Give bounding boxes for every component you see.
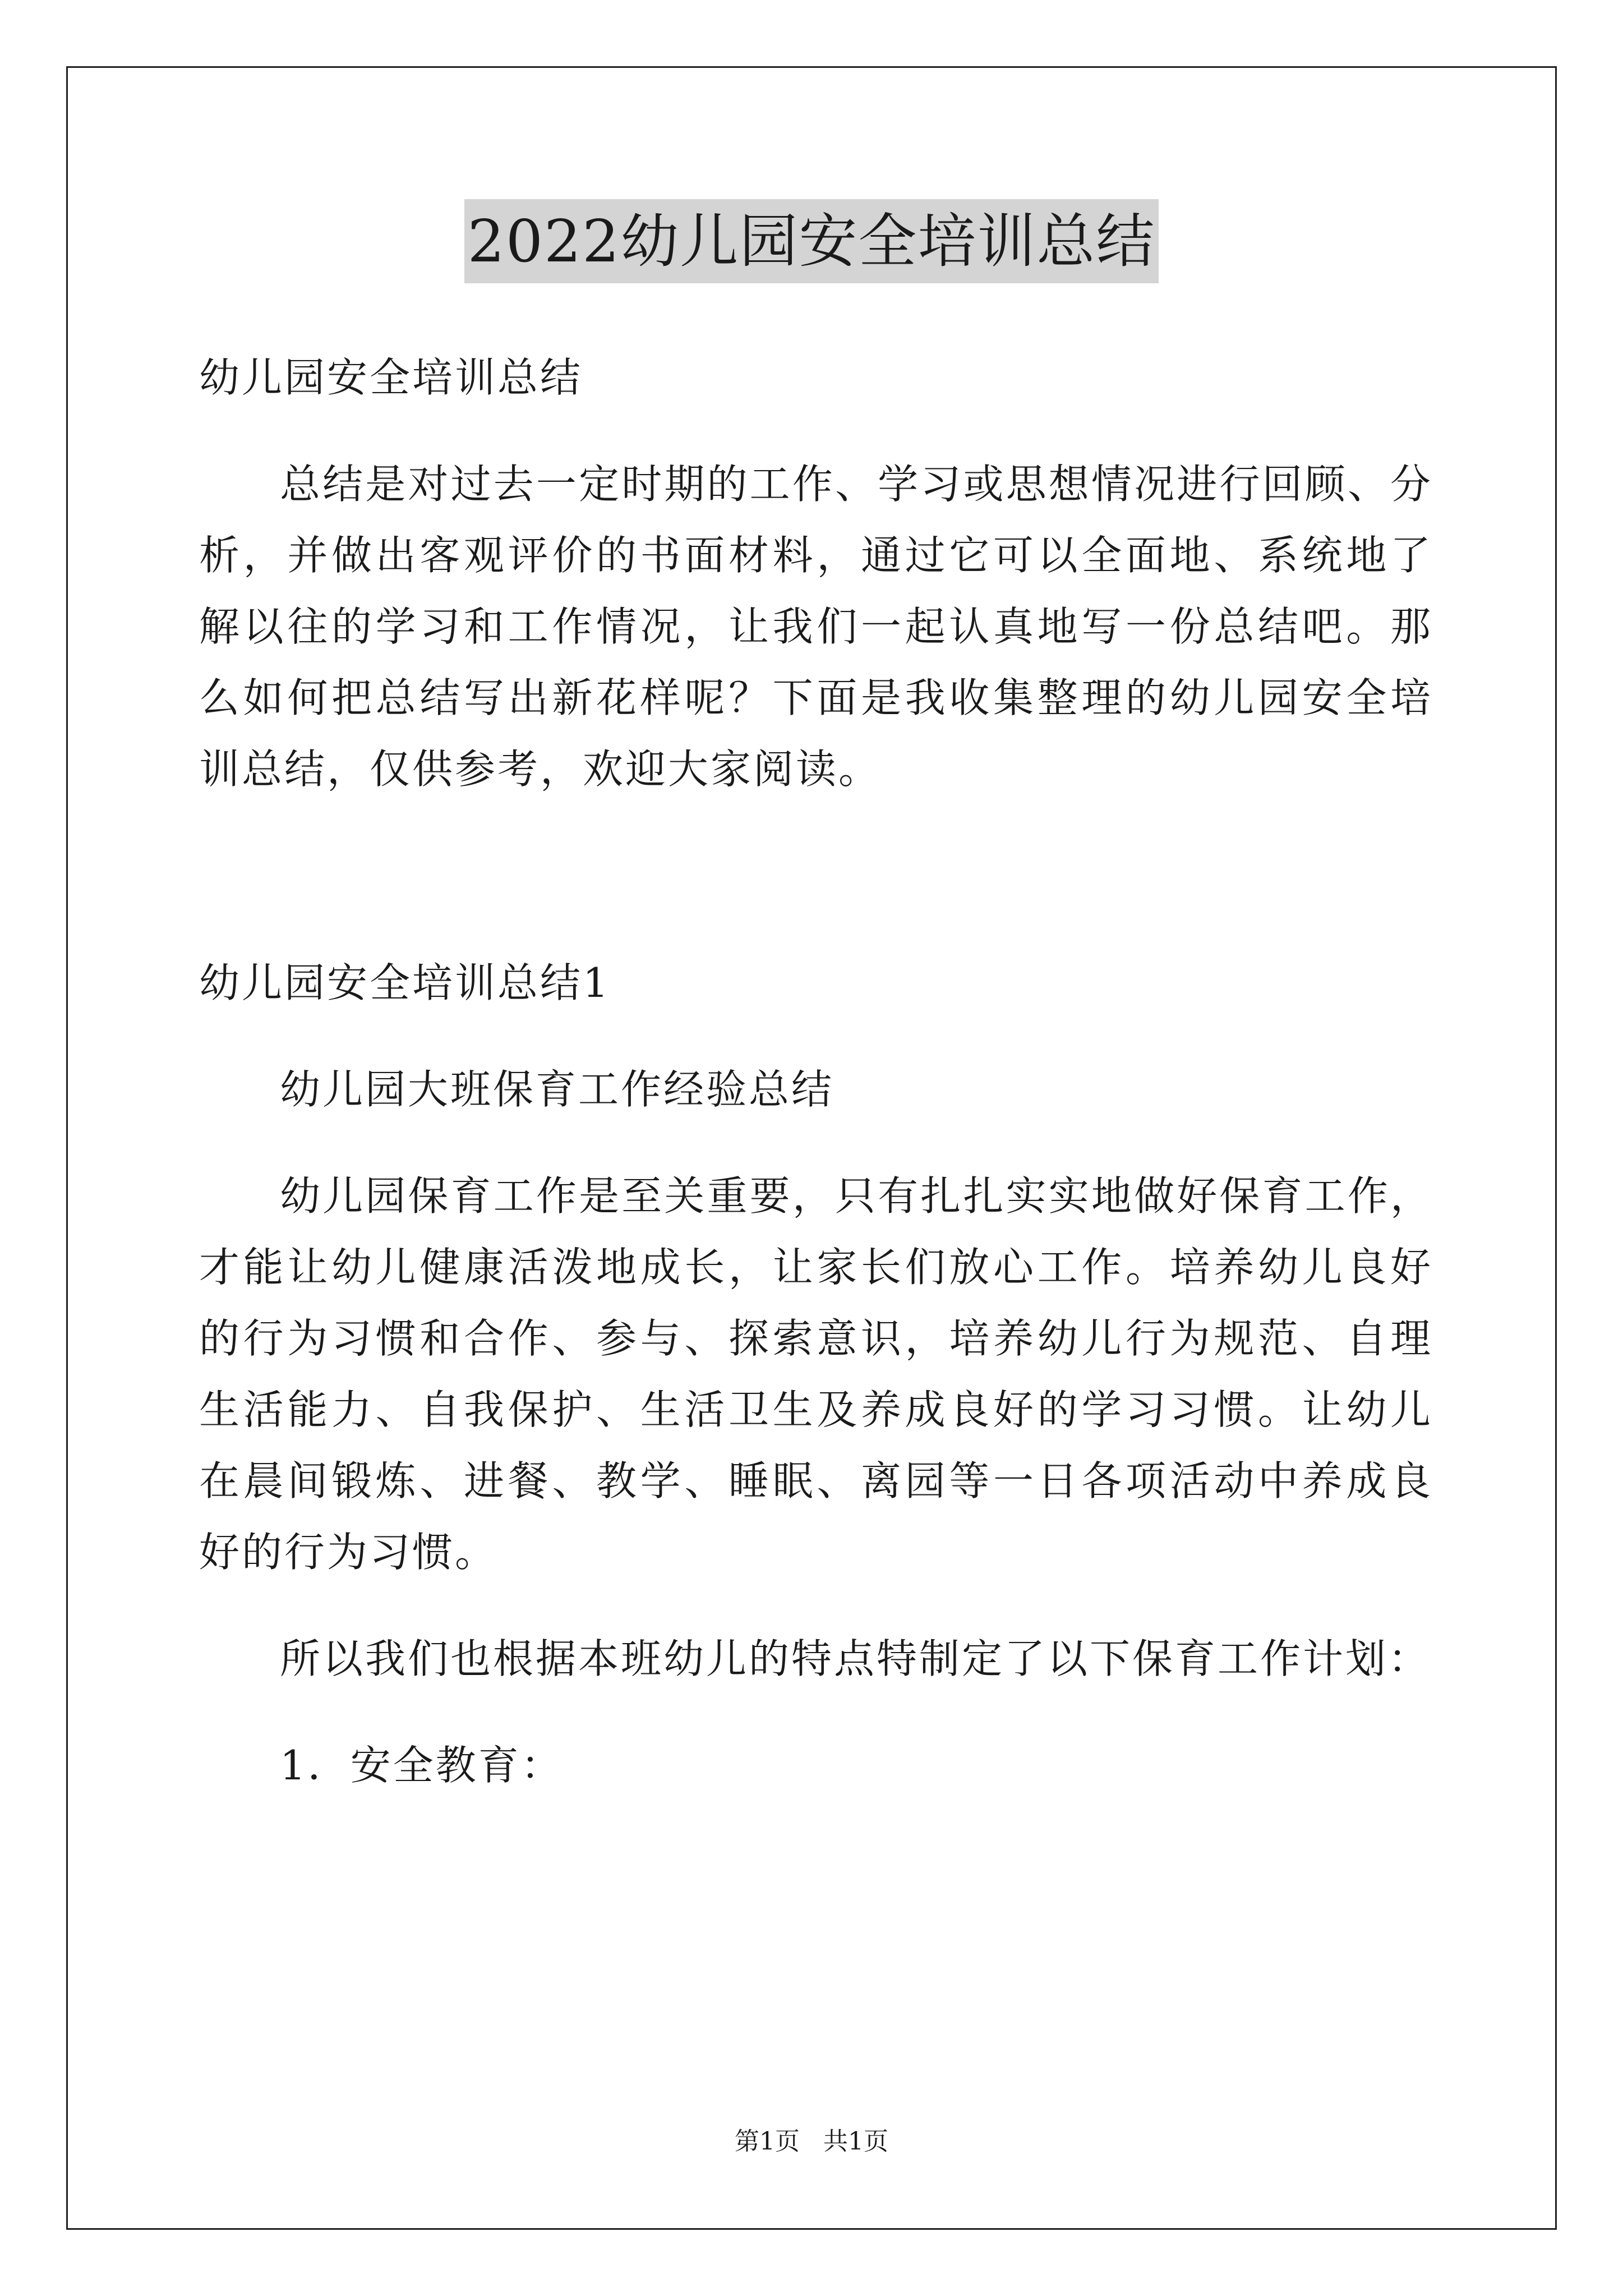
document-subtitle: 幼儿园安全培训总结 [199, 354, 583, 401]
section-subheading: 幼儿园大班保育工作经验总结 [280, 1066, 834, 1113]
page-footer [0, 2125, 1623, 2159]
body-paragraph-2: 所以我们也根据本班幼儿的特点特制定了以下保育工作计划： [280, 1635, 1431, 1682]
intro-paragraph: 总结是对过去一定时期的工作、学习或思想情况进行回顾、分析，并做出客观评价的书面材料，通过它可以全面地、系统地了解以往的学习和工作情况，让我们一起认真地写一份总结吧。那么如何把总结写出新花样呢？下面是我收集整理的幼儿园安全培训总结，仅供参考，欢迎大家阅读。 [199, 461, 1433, 793]
section-heading: 幼儿园安全培训总结1 [199, 959, 611, 1006]
title-container [0, 199, 1623, 283]
document-title: 2022幼儿园安全培训总结 [464, 199, 1159, 283]
document-body [199, 342, 1433, 1801]
body-paragraph-1: 幼儿园保育工作是至关重要，只有扎扎实实地做好保育工作，才能让幼儿健康活泼地成长，让家长们放心工作。培养幼儿良好的行为习惯和合作、参与、探索意识，培养幼儿行为规范、自理生活能力、自我保护、生活卫生及养成良好的学习习惯。让幼儿在晨间锻炼、进餐、教学、睡眠、离园等一日各项活动中养成良好的行为习惯。 [199, 1172, 1433, 1576]
page-number-current: 第1页 [735, 2127, 800, 2156]
page-number-total: 共1页 [823, 2127, 888, 2156]
list-item-1: 1．安全教育： [280, 1742, 564, 1789]
